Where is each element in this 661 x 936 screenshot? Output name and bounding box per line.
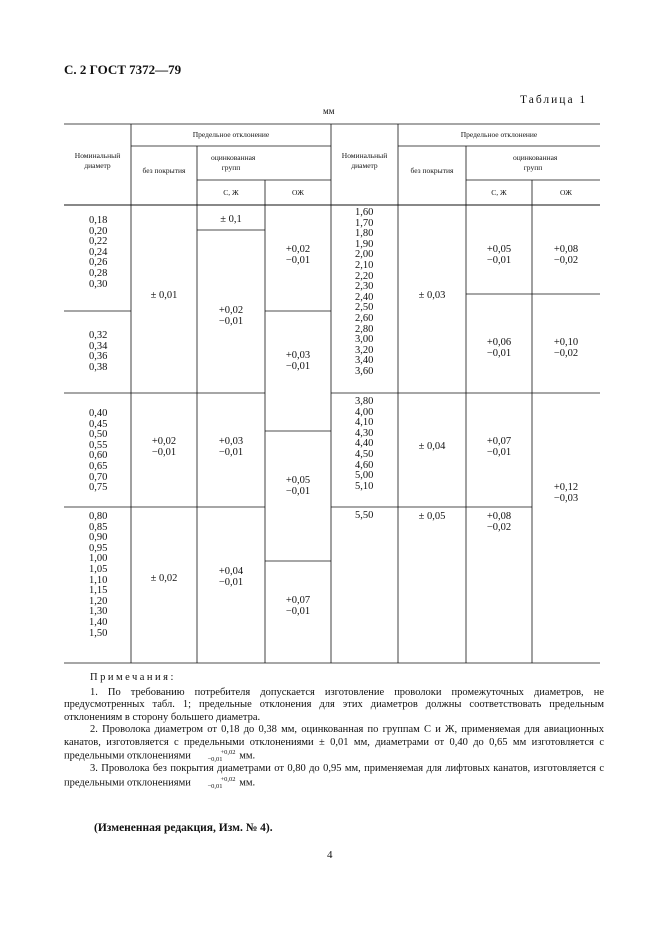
header-galvanized-right: оцинкованная групп	[513, 153, 558, 172]
right-uncoated-2: ± 0,04	[418, 441, 446, 452]
right-diameter-group-1: 1,60 1,70 1,80 1,90 2,00 2,10 2,20 2,30 2,40 2,50 2,60 2,80 3,00 3,20 3,40 3,60	[355, 207, 374, 377]
right-group-oj-1: +0,08 −0,02	[553, 244, 579, 266]
header-group-oj-right: ОЖ	[560, 188, 572, 197]
page-number: 4	[327, 849, 333, 861]
note-3-text: 3. Проволока без покрытия диаметрами от 0,80 до 0,95 мм, применяемая для лифтовых канатов, изготовляется с предельными отклонениями	[64, 763, 604, 788]
right-uncoated-3: ± 0,05	[418, 511, 446, 522]
note-3-unit: мм.	[239, 776, 256, 788]
left-group-sj-3: +0,03 −0,01	[218, 436, 244, 458]
right-diameter-group-3: 5,50	[355, 510, 374, 521]
left-diameter-group-4: 0,80 0,85 0,90 0,95 1,00 1,05 1,10 1,15 1,20 1,30 1,40 1,50	[89, 511, 108, 639]
right-uncoated-1: ± 0,03	[418, 290, 446, 301]
note-3-tolerance	[195, 776, 236, 790]
header-uncoated-right: без покрытия	[410, 166, 454, 175]
left-uncoated-2: +0,02 −0,01	[151, 436, 177, 458]
left-uncoated-1: ± 0,01	[150, 290, 178, 301]
right-diameter-group-2: 3,80 4,00 4,10 4,30 4,40 4,50 4,60 5,00 5,10	[355, 396, 374, 492]
notes-heading: Примечания:	[90, 672, 176, 683]
right-group-oj-3: +0,12 −0,03	[553, 482, 579, 504]
header-galvanized-left: оцинкованная групп	[211, 153, 256, 172]
left-diameter-group-3: 0,40 0,45 0,50 0,55 0,60 0,65 0,70 0,75	[89, 408, 108, 494]
page-header: С. 2 ГОСТ 7372—79	[64, 62, 182, 77]
header-nominal-diameter-left: Номинальный диаметр	[74, 151, 121, 170]
right-group-sj-2: +0,06 −0,01	[486, 337, 512, 359]
note-2	[64, 724, 604, 763]
header-uncoated-left: без покрытия	[142, 166, 186, 175]
note-3	[64, 763, 604, 790]
amendment-note: (Измененная редакция, Изм. № 4).	[94, 822, 273, 834]
left-diameter-group-1: 0,18 0,20 0,22 0,24 0,26 0,28 0,30	[89, 215, 108, 290]
note-2-unit: мм.	[239, 750, 256, 762]
right-group-oj-2: +0,10 −0,02	[553, 337, 579, 359]
left-group-oj-4: +0,07 −0,01	[285, 595, 311, 617]
note-3-frac-upper: +0,02	[220, 775, 236, 783]
left-group-sj-1: ± 0,1	[220, 214, 242, 225]
header-limit-deviation-left: Предельное отклонение	[192, 130, 270, 139]
note-2-tolerance	[195, 749, 236, 763]
right-group-sj-3: +0,07 −0,01	[486, 436, 512, 458]
left-group-oj-3: +0,05 −0,01	[285, 475, 311, 497]
header-nominal-diameter-right: Номинальный диаметр	[341, 151, 388, 170]
left-group-sj-2: +0,02 −0,01	[218, 305, 244, 327]
left-uncoated-3: ± 0,02	[150, 573, 178, 584]
right-group-sj-4: +0,08 −0,02	[486, 511, 512, 533]
header-limit-deviation-right: Предельное отклонение	[460, 130, 538, 139]
note-3-frac-lower: −0,01	[207, 782, 223, 790]
table-units: мм	[323, 106, 335, 116]
header-group-sj-right: С, Ж	[491, 188, 507, 197]
header-group-oj-left: ОЖ	[292, 188, 304, 197]
left-group-oj-2: +0,03 −0,01	[285, 350, 311, 372]
note-2-frac-upper: +0,02	[220, 749, 236, 756]
note-1: 1. По требованию потребителя допускается изготовление проволоки промежуточных диаметров, не предусмотренных табл. 1; предельные отклонения для этих диаметров должны соответствовать предельным отклонениям в сторону большего диаметра.	[64, 686, 604, 723]
left-group-oj-1: +0,02 −0,01	[285, 244, 311, 266]
table-caption: Таблица 1	[520, 94, 588, 106]
note-2-frac-lower: −0,01	[207, 756, 223, 763]
right-group-sj-1: +0,05 −0,01	[486, 244, 512, 266]
notes	[64, 672, 604, 790]
left-group-sj-4: +0,04 −0,01	[218, 566, 244, 588]
left-diameter-group-2: 0,32 0,34 0,36 0,38	[89, 330, 108, 373]
header-group-sj-left: С, Ж	[223, 188, 239, 197]
note-2-text: 2. Проволока диаметром от 0,18 до 0,38 мм, оцинкованная по группам С и Ж, применяемая для авиационных канатов, изготовляется с предельными отклонениями ± 0,01 мм, диаметрами от 0,40 до 0,65 мм изготовляется с предельными отклонениями	[64, 724, 604, 762]
